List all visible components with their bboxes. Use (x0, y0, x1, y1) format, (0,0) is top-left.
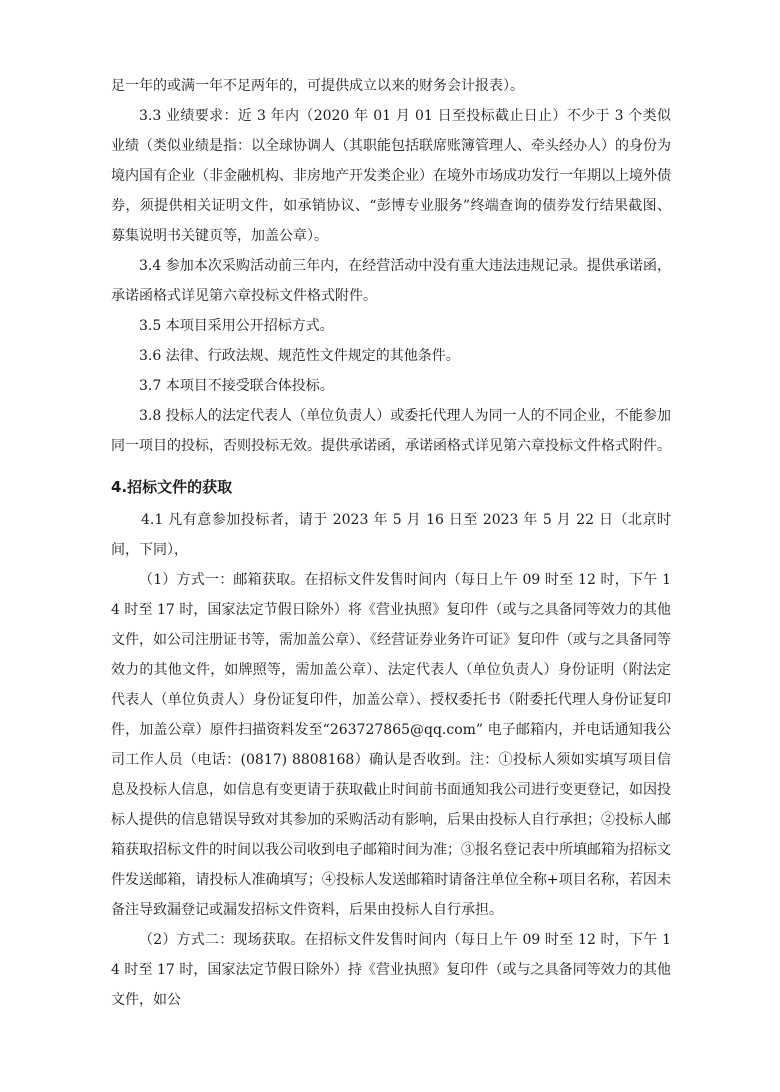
section-4-heading: 4.招标文件的获取 (111, 478, 233, 496)
document-page (111, 71, 671, 1015)
paragraph-3-8-same-representative: 3.8 投标人的法定代表人（单位负责人）或委托代理人为同一人的不同企业，不能参加同一项目的投标，否则投标无效。提供承诺函，承诺函格式详见第六章投标文件格式附件。 (111, 408, 671, 454)
paragraph-financial-continuation: 足一年的或满一年不足两年的，可提供成立以来的财务会计报表）。 (111, 78, 524, 94)
paragraph-method-2-onsite: （2）方式二：现场获取。在招标文件发售时间内（每日上午 09 时至 12 时，下午 14 时至 17 时，国家法定节假日除外）持《营业执照》复印件（或与之具备同等效力的其他文件，如公 (111, 932, 671, 1008)
paragraph-3-3-performance: 3.3 业绩要求：近 3 年内（2020 年 01 月 01 日至投标截止日止）不少于 3 个类似业绩（类似业绩是指：以全球协调人（其职能包括联席账簿管理人、牵头经办人）的身份为境内国有企业（非金融机构、非房地产开发类企业）在境外市场成功发行一年期以上境外债券，须提供相关证明文件，如承销协议、“彭博专业服务”终端查询的债券发行结果截图、募集说明书关键页等，加盖公章）。 (111, 108, 671, 244)
paragraph-3-7-no-consortium: 3.7 本项目不接受联合体投标。 (139, 378, 334, 394)
paragraph-3-5-open-tender: 3.5 本项目采用公开招标方式。 (139, 318, 334, 334)
paragraph-method-1-email: （1）方式一：邮箱获取。在招标文件发售时间内（每日上午 09 时至 12 时，下午 14 时至 17 时，国家法定节假日除外）将《营业执照》复印件（或与之具备同等效力的其他文件，如公司注册证书等，需加盖公章）、《经营证券业务许可证》复印件（或与之具备同等效力的其他文件，如牌照等，需加盖公章）、法定代表人（单位负责人）身份证明（附法定代表人（单位负责人）身份证复印件，加盖公章）、授权委托书（附委托代理人身份证复印件，加盖公章）原件扫描资料发至“263727865@qq.com” 电子邮箱内，并电话通知我公司工作人员（电话：(0817) 8808168）确认是否收到。注：①投标人须如实填写项目信息及投标人信息，如信息有变更请于获取截止时间前书面通知我公司进行变更登记，如因投标人提供的信息错误导致对其参加的采购活动有影响，后果由投标人自行承担；②投标人邮箱获取招标文件的时间以我公司收到电子邮箱时间为准；③报名登记表中所填邮箱为招标文件发送邮箱，请投标人准确填写；④投标人发送邮箱时请备注单位全称+项目名称，若因未备注导致漏登记或漏发招标文件资料，后果由投标人自行承担。 (111, 572, 671, 918)
paragraph-3-6-other-conditions: 3.6 法律、行政法规、规范性文件规定的其他条件。 (139, 348, 460, 364)
paragraph-4-1-intro: 4.1 凡有意参加投标者，请于 2023 年 5 月 16 日至 2023 年 5 月 22 日（北京时间，下同）， (111, 512, 671, 558)
paragraph-3-4-no-violation: 3.4 参加本次采购活动前三年内，在经营活动中没有重大违法违规记录。提供承诺函，承诺函格式详见第六章投标文件格式附件。 (111, 258, 671, 304)
